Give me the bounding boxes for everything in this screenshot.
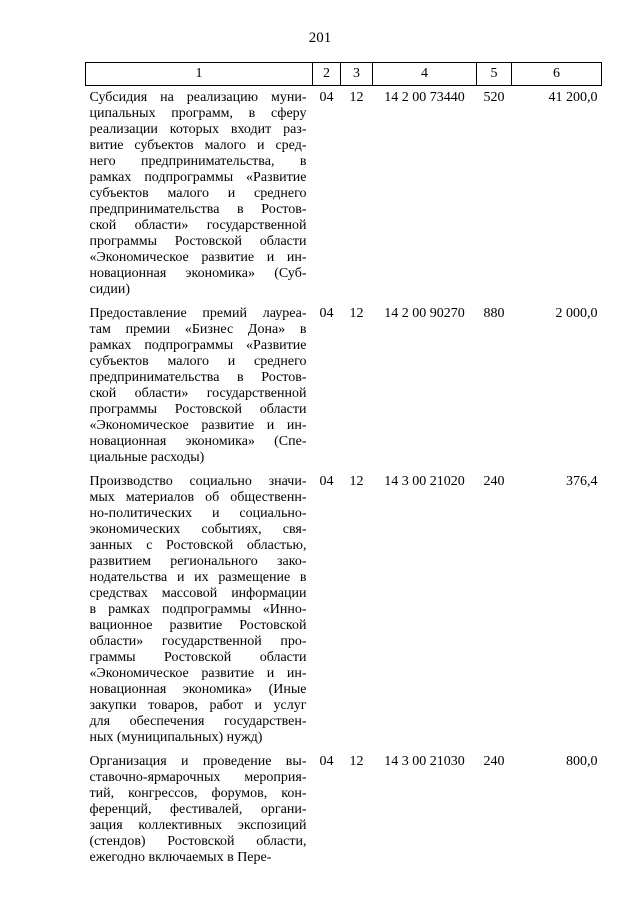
expense-name-line: него предпринимательства, в — [89, 154, 307, 169]
table-row — [86, 86, 602, 303]
expense-name-line: программы Ростовской области — [89, 234, 307, 249]
expense-name — [86, 750, 313, 870]
expense-name-line: области» государственной про- — [89, 634, 307, 649]
expense-name-line: «Экономическое развитие и ин- — [89, 250, 307, 265]
header-col-6: 6 — [512, 63, 602, 86]
expense-type-code: 240 — [483, 474, 505, 489]
expense-name-line: сидии) — [89, 282, 130, 297]
subsection-code: 12 — [349, 754, 364, 769]
expense-name-line: рамках подпрограммы «Развитие — [89, 170, 307, 185]
expense-name-line: ставочно-ярмарочных мероприя- — [89, 770, 307, 785]
subsection-code: 12 — [349, 474, 364, 489]
amount-value: 41 200,0 — [548, 90, 598, 105]
expense-name-line: мых материалов об общественн- — [89, 490, 307, 505]
expense-name-line: экономических событиях, свя- — [89, 522, 307, 537]
expense-name-line: новационная экономика» (Иные — [89, 682, 307, 697]
expense-name-line: ципальных программ, в сферу — [89, 106, 307, 121]
expense-name-line: «Экономическое развитие и ин- — [89, 418, 307, 433]
target-article-code: 14 3 00 21020 — [384, 474, 465, 489]
expense-name-line: «Экономическое развитие и ин- — [89, 666, 307, 681]
expense-name-line: ных (муниципальных) нужд) — [89, 730, 263, 745]
header-col-1: 1 — [86, 63, 313, 86]
amount-value: 2 000,0 — [555, 306, 598, 321]
header-col-5: 5 — [477, 63, 512, 86]
section-code: 04 — [319, 90, 334, 105]
expense-name-line: развитием регионального зако- — [89, 554, 307, 569]
expense-name-line: предпринимательства в Ростов- — [89, 202, 307, 217]
expense-name-line: витие субъектов малого и сред- — [89, 138, 307, 153]
subsection-code: 12 — [349, 306, 364, 321]
expense-name — [86, 470, 313, 750]
expense-name-line: реализации которых входит раз- — [89, 122, 307, 137]
expense-type-code: 240 — [483, 754, 505, 769]
expense-name — [86, 302, 313, 470]
expense-name-line: в рамках подпрограммы «Инно- — [89, 602, 307, 617]
expense-name-line: рамках подпрограммы «Развитие — [89, 338, 307, 353]
section-code: 04 — [319, 306, 334, 321]
table-body — [86, 86, 602, 871]
expense-name-line: средствах массовой информации — [89, 586, 307, 601]
table-header-row — [86, 63, 602, 86]
subsection-code: 12 — [349, 90, 364, 105]
expense-name-line: Предоставление премий лауреа- — [89, 306, 307, 321]
expense-name-line: программы Ростовской области — [89, 402, 307, 417]
expense-name-line: вационное развитие Ростовской — [89, 618, 307, 633]
expense-name-line: граммы Ростовской области — [89, 650, 307, 665]
expense-name-line: там премии «Бизнес Дона» в — [89, 322, 307, 337]
expense-name — [86, 86, 313, 303]
expense-name-line: новационная экономика» (Спе- — [89, 434, 307, 449]
expense-name-line: Производство социально значи- — [89, 474, 307, 489]
section-code: 04 — [319, 474, 334, 489]
target-article-code: 14 2 00 73440 — [384, 90, 465, 105]
header-col-2: 2 — [313, 63, 341, 86]
expense-name-line: но-политических и социально- — [89, 506, 307, 521]
expense-name-line: (стендов) Ростовской области, — [89, 834, 307, 849]
expense-name-line: субъектов малого и среднего — [89, 354, 307, 369]
table-row — [86, 302, 602, 470]
table-row — [86, 750, 602, 870]
budget-table — [85, 62, 602, 870]
expense-type-code: 880 — [483, 306, 505, 321]
expense-name-line: новационная экономика» (Суб- — [89, 266, 307, 281]
section-code: 04 — [319, 754, 334, 769]
expense-name-line: закупки товаров, работ и услуг — [89, 698, 307, 713]
page-number: 201 — [308, 30, 332, 46]
expense-name-line: ской области» государственной — [89, 386, 307, 401]
expense-name-line: нодательства и их размещение в — [89, 570, 307, 585]
expense-name-line: предпринимательства в Ростов- — [89, 370, 307, 385]
expense-name-line: ской области» государственной — [89, 218, 307, 233]
target-article-code: 14 2 00 90270 — [384, 306, 465, 321]
header-col-4: 4 — [373, 63, 477, 86]
table-row — [86, 470, 602, 750]
expense-type-code: 520 — [483, 90, 505, 105]
expense-name-line: зация коллективных экспозиций — [89, 818, 307, 833]
expense-name-line: занных с Ростовской областью, — [89, 538, 307, 553]
expense-name-line: ференций, фестивалей, органи- — [89, 802, 307, 817]
amount-value: 800,0 — [566, 754, 598, 769]
expense-name-line: субъектов малого и среднего — [89, 186, 307, 201]
expense-name-line: ежегодно включаемых в Пере- — [89, 850, 272, 865]
expense-name-line: циальные расходы) — [89, 450, 205, 465]
expense-name-line: Субсидия на реализацию муни- — [89, 90, 307, 105]
header-col-3: 3 — [341, 63, 373, 86]
expense-name-line: тий, конгрессов, форумов, кон- — [89, 786, 307, 801]
expense-name-line: для обеспечения государствен- — [89, 714, 307, 729]
expense-name-line: Организация и проведение вы- — [89, 754, 307, 769]
target-article-code: 14 3 00 21030 — [384, 754, 465, 769]
amount-value: 376,4 — [566, 474, 598, 489]
